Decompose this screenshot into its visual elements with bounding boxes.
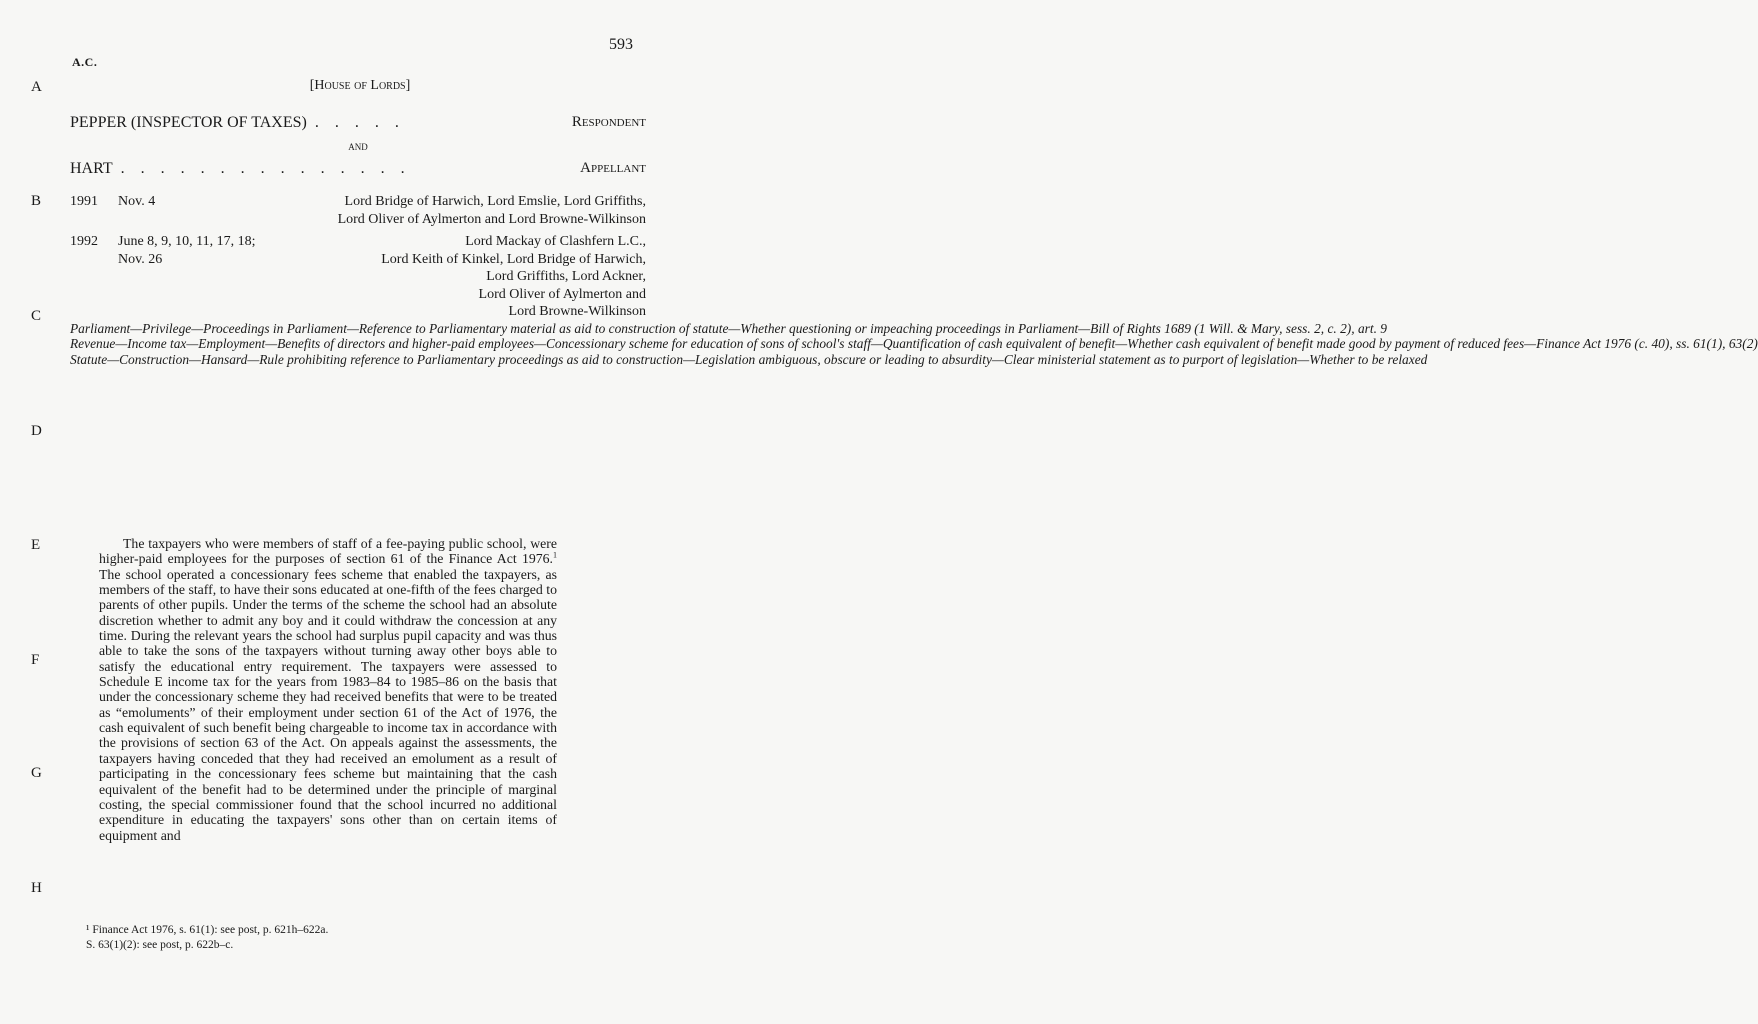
headnote-paragraph [99,536,557,843]
respondent-name: PEPPER (INSPECTOR OF TAXES) [70,114,307,131]
appellant-leader-dots: . . . . . . . . . . . . . . . [120,160,411,177]
respondent-row [70,114,646,132]
margin-letter-h: H [31,880,42,896]
coram-lords: Lord Mackay of Clashfern L.C., Lord Keith of Kinkel, Lord Bridge of Harwich, Lord Griffiths, Lord Ackner, Lord Oliver of Aylmerton and Lord Browne-Wilkinson [381,234,646,319]
catchwords [70,321,1758,367]
catchword-statute: Statute—Construction—Hansard—Rule prohibiting reference to Parliamentary proceedings as aid to construction—Legislation ambiguous, obscure or leading to absurdity—Clear ministerial statement as to purport of legislation—Whether to be relaxed [70,351,1428,367]
margin-letter-g: G [31,765,42,781]
hearing-days: June 8, 9, 10, 11, 17, 18; Nov. 26 [118,234,256,267]
and-separator: and [348,138,368,153]
appellant-row [70,160,646,178]
footnotes: ¹ Finance Act 1976, s. 61(1): see post, p. 621h–622a. S. 63(1)(2): see post, p. 622b–c. [86,924,329,951]
headnote-text-start: The taxpayers who were members of staff of a fee-paying public school, were higher-paid employees for the purposes of section 61 of the Finance Act 1976. [99,536,557,567]
hearing-year: 1991 [70,194,98,209]
coram-lords: Lord Bridge of Harwich, Lord Emslie, Lord Griffiths, Lord Oliver of Aylmerton and Lord Browne-Wilkinson [337,194,646,227]
respondent-role: Respondent [571,114,646,130]
appellant-role: Appellant [580,160,646,176]
hearing-1992 [70,233,646,321]
court-name: [House of Lords] [309,78,411,93]
respondent-leader-dots: . . . . . [314,114,405,131]
hearing-days: Nov. 4 [118,194,156,209]
margin-letter-d: D [31,423,42,439]
footnote-marker: 1 [553,550,557,560]
report-code: A.C. [72,55,98,69]
catchword-revenue: Revenue—Income tax—Employment—Benefits of directors and higher-paid employees—Concessionary scheme for education of sons of school's staff—Quantification of cash equivalent of benefit—Whether cash equivalent of benefit made good by payment of reduced fees—Finance Act 1976 (c. 40), ss. 61(1), 63(2) [70,336,1758,352]
catchword-parliament: Parliament—Privilege—Proceedings in Parliament—Reference to Parliamentary material as aid to construction of statute—Whether questioning or impeaching proceedings in Parliament—Bill of Rights 1689 (1 Will. & Mary, sess. 2, c. 2), art. 9 [70,321,1387,336]
hearing-date [70,193,155,211]
margin-letter-c: C [31,308,42,324]
margin-letter-f: F [31,652,40,668]
hearing-1991 [70,193,646,229]
headnote-text-rest: The school operated a concessionary fees scheme that enabled the taxpayers, as members of the staff, to have their sons educated at one-fifth of the fees charged to parents of other pupils. Under the terms of the scheme the school had an absolute discretion whether to admit any boy and it could withdraw the concession at any time. During the relevant years the school had surplus pupil capacity and was thus able to take the sons of the taxpayers without turning away other boys able to satisfy the educational entry requirement. The taxpayers were assessed to Schedule E income tax for the years from 1983–84 to 1985–86 on the basis that under the concessionary scheme they had received benefits that were to be treated as “emoluments” of their employment under section 61 of the Act of 1976, the cash equivalent of such benefit being chargeable to income tax in accordance with the provisions of section 63 of the Act. On appeals against the assessments, the taxpayers having conceded that they had received an emolument as a result of participating in the concessionary fees scheme but maintaining that the cash equivalent of the benefit had to be determined under the principle of marginal costing, the special commissioner found that the school incurred no additional expenditure in educating the taxpayers' sons other than on certain items of equipment and [99,566,557,843]
margin-letter-e: E [31,537,41,553]
hearing-year: 1992 [70,234,98,249]
appellant-name: HART [70,160,113,177]
margin-letter-a: A [31,79,42,95]
hearing-date [70,233,256,268]
page-number: 593 [609,36,633,53]
margin-letter-b: B [31,193,42,209]
